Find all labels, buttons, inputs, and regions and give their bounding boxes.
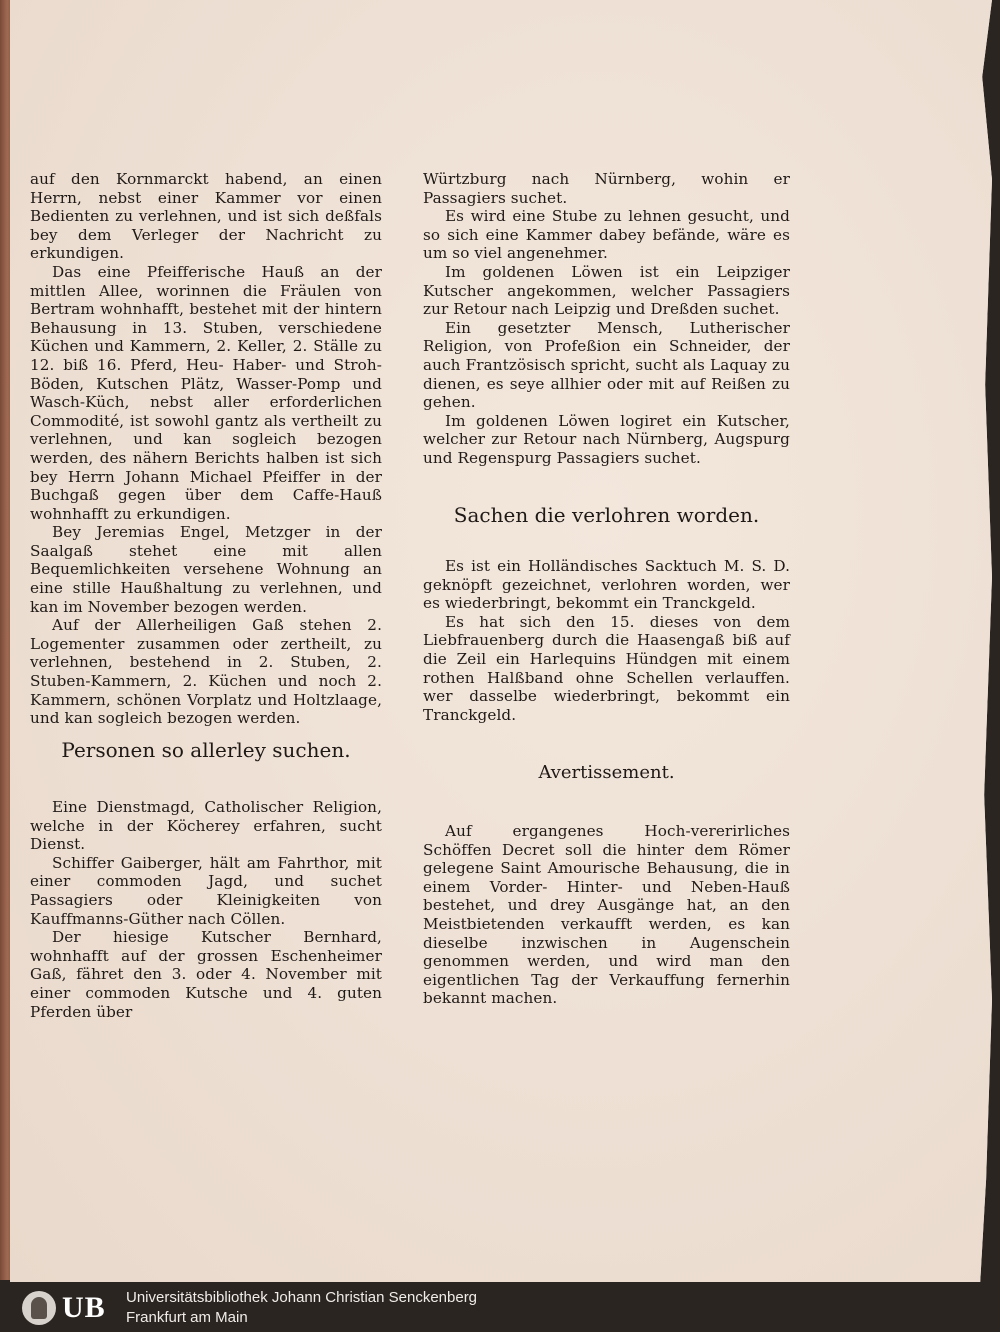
library-name: [126, 1288, 477, 1328]
paragraph: Im goldenen Löwen ist ein Leipziger Kutscher angekommen, welcher Passagiers zur Retour nach Leipzig und Dreßden suchet.: [423, 262, 790, 319]
paragraph: Der hiesige Kutscher Bernhard, wohnhafft auf der grossen Eschenheimer Gaß, fähret den 3. oder 4. November mit einer commoden Kutsche und 4. guten Pferden über: [30, 928, 382, 1021]
portrait-icon: [22, 1291, 56, 1325]
right-column-bottom: [423, 822, 790, 1008]
paragraph: Das eine Pfeifferische Hauß an der mittlen Allee, worinnen die Fräulen von Bertram wohnhafft, bestehet mit der hintern Behausung in 13. Stuben, verschiedene Küchen und Kammern, 2. Keller, 2. Ställe zu 12. biß 16. Pferd, Heu- Haber- und Stroh-Böden, Kutschen Plätz, Wasser-Pomp und Wasch-Küch, nebst aller erforderlichen Commodité, ist sowohl gantz als vertheilt zu verlehnen, und kan sogleich bezogen werden, des nähern Berichts halben ist sich bey Herrn Johann Michael Pfeiffer in der Buchgaß gegen über dem Caffe-Hauß wohnhafft zu erkundigen.: [30, 262, 382, 523]
section-heading-avertissement: Avertissement.: [538, 762, 675, 783]
paragraph: Ein gesetzter Mensch, Lutherischer Religion, von Profeßion ein Schneider, der auch Frantzösisch spricht, sucht als Laquay zu dienen, es seye allhier oder mit auf Reißen zu gehen.: [423, 318, 790, 412]
logo-text: UB: [62, 1291, 106, 1324]
paragraph: auf den Kornmarckt habend, an einen Herrn, nebst einer Kammer vor einen Bedienten zu verlehnen, und ist sich deßfals bey dem Verleger der Nachricht zu erkundigen.: [30, 170, 382, 263]
left-column-top: [30, 170, 382, 728]
paragraph: Schiffer Gaiberger, hält am Fahrthor, mit einer commoden Jagd, und suchet Passagiers oder Kleinigkeiten von Kauffmanns-Güther nach Cöllen.: [30, 853, 382, 928]
paragraph: Eine Dienstmagd, Catholischer Religion, welche in der Köcherey erfahren, sucht Dienst.: [30, 798, 382, 854]
right-column-middle: [423, 557, 790, 724]
paragraph: Es wird eine Stube zu lehnen gesucht, und so sich eine Kammer dabey befände, wäre es um so viel angenehmer.: [423, 207, 790, 263]
paragraph: Auf ergangenes Hoch-vererirliches Schöffen Decret soll die hinter dem Römer gelegene Saint Amourische Behausung, die in einem Vorder- Hinter- und Neben-Hauß bestehet, und drey Ausgänge hat, an den Meistbietenden verkaufft werden, es kan dieselbe inzwischen in Augenschein genommen werden, und wird man den eigentlichen Tag der Verkauffung fernerhin bekannt machen.: [423, 822, 790, 1008]
paragraph: Es hat sich den 15. dieses von dem Liebfrauenberg durch die Haasengaß biß auf die Zeil ein Harlequins Hündgen mit einem rothen Halßband ohne Schellen verlauffen. wer dasselbe wiederbringt, bekommt ein Tranckgeld.: [423, 612, 790, 724]
section-heading-sachen: Sachen die verlohren worden.: [453, 503, 760, 527]
paragraph: Bey Jeremias Engel, Metzger in der Saalgaß stehet eine mit allen Bequemlichkeiten versehene Wohnung an eine stille Haußhaltung zu verlehnen, und kan im November bezogen werden.: [30, 523, 382, 616]
left-column-bottom: [30, 798, 382, 1021]
paragraph: Im goldenen Löwen logiret ein Kutscher, welcher zur Retour nach Nürnberg, Augspurg und Regenspurg Passagiers suchet.: [423, 411, 790, 467]
paragraph: Auf der Allerheiligen Gaß stehen 2. Logementer zusammen oder zertheilt, zu verlehnen, bestehend in 2. Stuben, 2. Stuben-Kammern, 2. Küchen und noch 2. Kammern, schönen Vorplatz und Holtzlaage, und kan sogleich bezogen werden.: [30, 616, 382, 728]
library-name-line2: Frankfurt am Main: [126, 1309, 248, 1326]
paragraph: Würtzburg nach Nürnberg, wohin er Passagiers suchet.: [423, 170, 790, 207]
paragraph: Es ist ein Holländisches Sacktuch M. S. D. geknöpft gezeichnet, verlohren worden, wer es wiederbringt, bekommt ein Tranckgeld.: [423, 557, 790, 613]
library-name-line1: Universitätsbibliothek Johann Christian Senckenberg: [126, 1289, 478, 1306]
right-column-top: [423, 170, 790, 468]
section-heading-personen: Personen so allerley suchen.: [61, 738, 351, 762]
library-logo: [22, 1289, 110, 1327]
